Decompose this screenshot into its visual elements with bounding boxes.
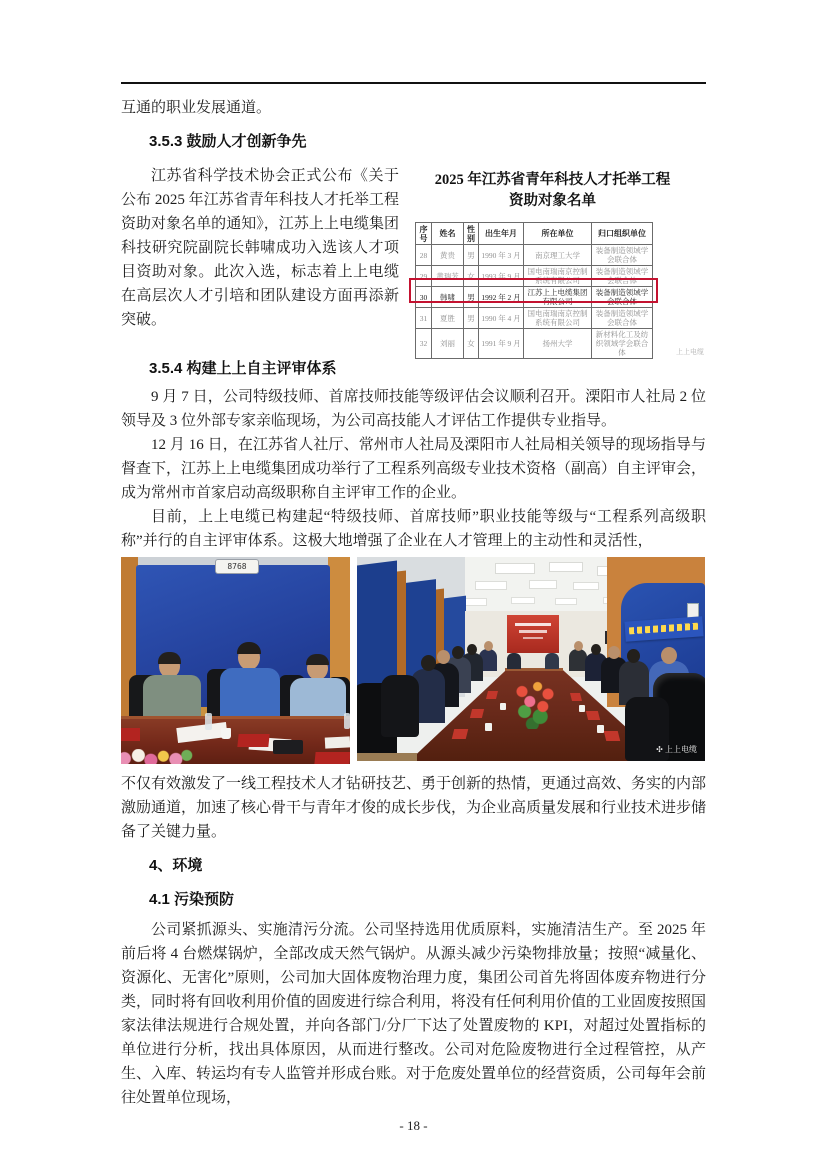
col-sponsor: 归口组织单位 xyxy=(592,223,653,245)
cell-no: 29 xyxy=(416,266,432,287)
cell-org: 扬州大学 xyxy=(524,329,592,359)
award-table-header-row xyxy=(416,223,653,245)
cell-name: 刘丽 xyxy=(432,329,464,359)
award-watermark: 上上电缆 xyxy=(676,349,704,356)
cell-birth: 1991 年 9 月 xyxy=(479,329,524,359)
cell-org: 国电南瑞南京控制系统有限公司 xyxy=(524,266,592,287)
attendee-head xyxy=(608,646,620,659)
attendee-head xyxy=(467,644,477,655)
attendee-head xyxy=(484,641,493,651)
cell-sponsor: 新材料化工及纺织领域学会联合体 xyxy=(592,329,653,359)
tea-cup xyxy=(485,723,492,731)
cell-sponsor: 装备制造领域学会联合体 xyxy=(592,245,653,266)
col-no: 序号 xyxy=(416,223,432,245)
tea-cup xyxy=(500,703,506,710)
cell-name: 夏胜 xyxy=(432,308,464,329)
cell-gender: 男 xyxy=(464,287,479,308)
ceiling-light xyxy=(549,562,583,572)
cell-birth: 1990 年 3 月 xyxy=(479,245,524,266)
paragraph-3-5-4-2: 12 月 16 日，在江苏省人社厅、常州市人社局及溧阳市人社局相关领导的现场指导与督查下，江苏上上电缆集团成功举行了工程系列高级专业技术资格（副高）自主评审会，成为常州市首家启动高级职称自主评审工作的企业。 xyxy=(121,437,707,501)
red-screen-textline xyxy=(523,637,543,639)
water-bottle xyxy=(205,713,212,730)
cell-gender: 男 xyxy=(464,308,479,329)
table-edge xyxy=(121,716,350,719)
col-birth: 出生年月 xyxy=(479,223,524,245)
paragraph-3-5-4-1: 9 月 7 日，公司特级技师、首席技师技能等级评估会议顺利召开。溧阳市人社局 2 位领导及 3 位外部专家亲临现场，为公司高技能人才评估工作提供专业指导。 xyxy=(121,389,706,429)
paragraph-4-1: 公司紧抓源头、实施清污分流。公司坚持选用优质原料，实施清洁生产。至 2025 年前后将 4 台燃煤锅炉，全部改成天然气锅炉。从源头减少污染物排放量；按照“减量化、资源化、无害化”原则，公司加大固体废物治理力度，集团公司首先将固体废弃物进行分类，同时将有回收利用价值的固废进行综合利用，将没有任何利用价值的工业固废按照国家法律法规进行合规处置，并向各部门/分厂下达了处置废物的 KPI，对超过处置指标的单位进行分析，找出具体原因，从而进行整改。公司对危险废物进行全过程管控，从产生、入库、转运均有专人监管并形成台账。对于危废处置单位的经营资质，公司每年会前往处置单位现场， xyxy=(121,922,707,1106)
red-screen-textline xyxy=(519,630,547,633)
table-row xyxy=(416,329,653,359)
col-name: 姓名 xyxy=(432,223,464,245)
cell-birth: 1992 年 2 月 xyxy=(479,287,524,308)
red-screen-textline xyxy=(515,623,551,626)
heading-3-5-3: 3.5.3 鼓励人才创新争先 xyxy=(149,133,307,150)
col-gender: 性别 xyxy=(464,223,479,245)
window-curtain xyxy=(357,561,397,688)
table-stand xyxy=(604,731,620,741)
heading-4: 4、环境 xyxy=(149,857,203,874)
award-title-line1: 2025 年江苏省青年科技人才托举工程 xyxy=(434,172,671,188)
cell-no: 28 xyxy=(416,245,432,266)
table-stand xyxy=(452,729,468,739)
chair xyxy=(381,675,419,737)
wall-pillar xyxy=(397,570,406,683)
table-row-highlighted xyxy=(416,287,653,308)
cell-gender: 女 xyxy=(464,266,479,287)
meeting-photo-right xyxy=(357,557,705,761)
section-3-5-3 xyxy=(121,164,706,359)
name-card xyxy=(314,752,350,764)
cell-org: 南京理工大学 xyxy=(524,245,592,266)
attendee-head xyxy=(661,647,677,664)
attendee-head xyxy=(627,649,640,663)
table-stand xyxy=(486,691,498,699)
paragraph-after-photos: 不仅有效激发了一线工程技术人才钻研技艺、勇于创新的热情，更通过高效、务实的内部激励通道，加速了核心骨干与青年才俊的成长步伐，为企业高质量发展和行业技术进步储备了关键力量。 xyxy=(121,776,707,840)
centerpiece-flowers xyxy=(509,679,561,729)
tea-cup xyxy=(579,705,585,712)
person-hair xyxy=(158,652,181,664)
table-stand xyxy=(470,709,484,718)
attendee xyxy=(545,653,559,669)
photo-watermark: ✣ 上上电缆 xyxy=(656,745,697,754)
cell-gender: 男 xyxy=(464,245,479,266)
attendee-head xyxy=(591,644,601,655)
page-content xyxy=(121,0,706,1134)
cell-gender: 女 xyxy=(464,329,479,359)
cell-no: 31 xyxy=(416,308,432,329)
cell-sponsor: 装备制造领域学会联合体 xyxy=(592,287,653,308)
name-card xyxy=(237,734,269,747)
award-table-wrap xyxy=(415,222,652,359)
tea-cup xyxy=(597,725,604,733)
heading-3-5-4: 3.5.4 构建上上自主评审体系 xyxy=(149,360,337,377)
name-card xyxy=(121,728,140,741)
attendee-head xyxy=(574,641,583,651)
attendee xyxy=(507,653,521,669)
tea-cup xyxy=(221,728,231,739)
water-bottle xyxy=(344,713,350,729)
table-row xyxy=(416,245,653,266)
paragraph-3-5-4-3: 目前，上上电缆已构建起“特级技师、首席技师”职业技能等级与“工程系列高级职称”并行的自主评审体系。这极大地增强了企业在人才管理上的主动性和灵活性， xyxy=(121,509,706,549)
ceiling-light xyxy=(475,581,507,590)
table-row xyxy=(416,266,653,287)
ceiling-light xyxy=(495,563,535,574)
wall-device: 8768 xyxy=(215,559,259,574)
paper xyxy=(325,736,350,748)
award-list-image xyxy=(399,164,706,359)
award-table xyxy=(415,222,653,359)
attendee-head xyxy=(452,646,464,659)
floor-left xyxy=(357,753,417,761)
person-hair xyxy=(306,654,329,665)
ceiling-light xyxy=(529,580,557,589)
cell-no: 32 xyxy=(416,329,432,359)
ceiling-light xyxy=(555,598,577,605)
table-stand xyxy=(570,693,582,701)
console-box xyxy=(273,740,303,754)
cell-org: 江苏上上电缆集团有限公司 xyxy=(524,287,592,308)
flowers xyxy=(121,749,193,764)
attendee-head xyxy=(421,655,436,671)
cell-sponsor: 装备制造领域学会联合体 xyxy=(592,308,653,329)
cell-birth: 1993 年 9 月 xyxy=(479,266,524,287)
cell-birth: 1990 年 4 月 xyxy=(479,308,524,329)
photo-row xyxy=(121,557,706,764)
cell-sponsor: 装备制造领域学会联合体 xyxy=(592,266,653,287)
heading-4-1: 4.1 污染预防 xyxy=(149,891,235,908)
table-row xyxy=(416,308,653,329)
award-title-line2: 资助对象名单 xyxy=(509,193,596,209)
cell-org: 国电南瑞南京控制系统有限公司 xyxy=(524,308,592,329)
page-number: - 18 - xyxy=(399,1118,428,1133)
cell-name: 黄贵 xyxy=(432,245,464,266)
cell-name: 黄瑞芳 xyxy=(432,266,464,287)
meeting-photo-left xyxy=(121,557,350,764)
attendee-head xyxy=(437,650,450,664)
paragraph-3-5-3: 江苏省科学技术协会正式公布《关于公布 2025 年江苏省青年科技人才托举工程资助对象名单的通知》，江苏上上电缆集团科技研究院副院长韩啸成功入选该人才项目资助对象。此次入选，标志着上上电缆在高层次人才引培和团队建设方面再添新突破。 xyxy=(121,168,399,328)
red-screen xyxy=(507,615,559,653)
ceiling-light xyxy=(573,582,599,590)
cell-no: 30 xyxy=(416,287,432,308)
table-stand xyxy=(586,711,600,720)
ceiling-light xyxy=(511,597,535,604)
col-org: 所在单位 xyxy=(524,223,592,245)
cell-name: 韩啸 xyxy=(432,287,464,308)
header-rule xyxy=(121,82,706,84)
intro-line: 互通的职业发展通道。 xyxy=(121,100,272,116)
